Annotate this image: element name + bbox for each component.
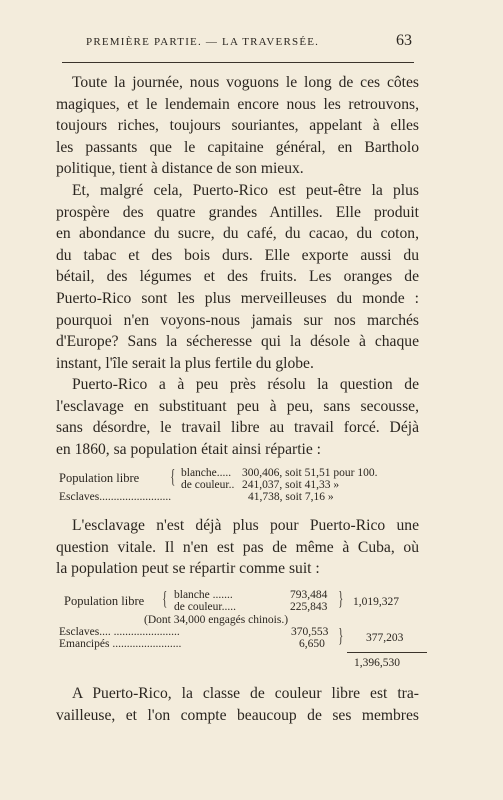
text-line: A Puerto-Rico, la classe de couleur libre est tra- <box>72 685 419 702</box>
population-table-puerto-rico <box>56 466 426 506</box>
table-row-value: 793,484 <box>290 589 328 601</box>
text-line: l'esclavage en substituant peu à peu, sans secousse, <box>56 397 419 415</box>
text-line: magiques, et le lendemain encore nous les retrouvons, <box>56 95 419 113</box>
table-row-value: 241,037, soit 41,33 » <box>242 479 340 491</box>
text-line: d'Europe? Sans la sécheresse qui la désole à chaque <box>56 333 419 351</box>
text-line: instant, l'île serait la plus fertile du globe. <box>56 354 314 372</box>
text-line: Et, malgré cela, Puerto-Rico est peut-être la plus <box>72 182 419 199</box>
table-row-label: Esclaves.... ....................... <box>59 626 180 638</box>
table-row-label: de couleur..... <box>174 601 236 613</box>
unfree-population-total: 377,203 <box>366 632 404 644</box>
table-row-value: 370,553 <box>291 626 329 638</box>
paragraph-5 <box>56 683 419 726</box>
page-number: 63 <box>396 32 412 49</box>
table-row-value: 6,650 <box>299 638 325 650</box>
table-row-label: blanche..... <box>181 467 232 479</box>
paragraph-4 <box>56 515 419 580</box>
text-line: prospère des quatre grandes Antilles. Elle produit <box>56 203 419 221</box>
text-line: la population peut se répartir comme suit : <box>56 560 320 578</box>
text-line: question vitale. Il n'en est pas de même à Cuba, où <box>56 538 419 556</box>
table-group-label: Population libre <box>59 471 140 485</box>
text-line: L'esclavage n'est déjà plus pour Puerto-Rico une <box>72 517 419 534</box>
brace: { <box>162 588 168 610</box>
paragraph-1 <box>56 72 419 180</box>
text-line: bétail, des légumes et des fruits. Les oranges de <box>56 268 419 286</box>
text-line: les passants que le capitaine général, en Bartholo <box>56 138 419 156</box>
paragraph-3 <box>56 374 419 460</box>
free-population-total: 1,019,327 <box>353 596 399 608</box>
header-rule <box>62 62 414 63</box>
table-row-value: 300,406, soit 51,51 pour 100. <box>242 467 378 479</box>
table-row-label: Emancipés ........................ <box>59 638 182 650</box>
page-header <box>0 34 503 54</box>
table-row-label: Esclaves......................... <box>59 491 172 503</box>
table-note: (Dont 34,000 engagés chinois.) <box>144 614 289 626</box>
table-row-label: blanche ....... <box>174 589 233 601</box>
brace: { <box>170 466 176 488</box>
text-line: Toute la journée, nous voguons le long de ces côtes <box>72 74 419 91</box>
text-line: en 1860, sa population était ainsi répartie : <box>56 440 322 458</box>
sum-rule <box>347 652 427 653</box>
table-row-label: de couleur.. <box>181 479 235 491</box>
text-line: vailleuse, et l'on compte beaucoup de ses membres <box>56 706 419 724</box>
brace: } <box>338 625 344 647</box>
text-line: Puerto-Rico sont les plus merveilleuses du monde : <box>56 289 419 307</box>
table-row-value: 41,738, soit 7,16 » <box>248 491 334 503</box>
text-line: sans désordre, le travail libre au travail forcé. Déjà <box>56 419 419 437</box>
text-line: en abondance du sucre, du café, du cacao, du coton, <box>56 225 419 243</box>
table-row-value: 225,843 <box>290 601 328 613</box>
table-group-label: Population libre <box>64 594 145 608</box>
paragraph-2 <box>56 180 419 374</box>
text-line: politique, tient à distance de son mieux. <box>56 160 304 178</box>
text-line: pourquoi n'en voyons-nous jamais sur nos marchés <box>56 311 419 329</box>
running-title: PREMIÈRE PARTIE. — LA TRAVERSÉE. <box>86 36 320 48</box>
brace: } <box>338 588 344 610</box>
text-line: Puerto-Rico a à peu près résolu la question de <box>72 376 419 393</box>
text-line: du tabac et des bois durs. Elle exporte aussi du <box>56 246 419 264</box>
population-table-cuba <box>56 586 428 672</box>
text-line: toujours riches, toujours souriantes, appelant à elles <box>56 117 419 135</box>
grand-total: 1,396,530 <box>354 657 400 669</box>
